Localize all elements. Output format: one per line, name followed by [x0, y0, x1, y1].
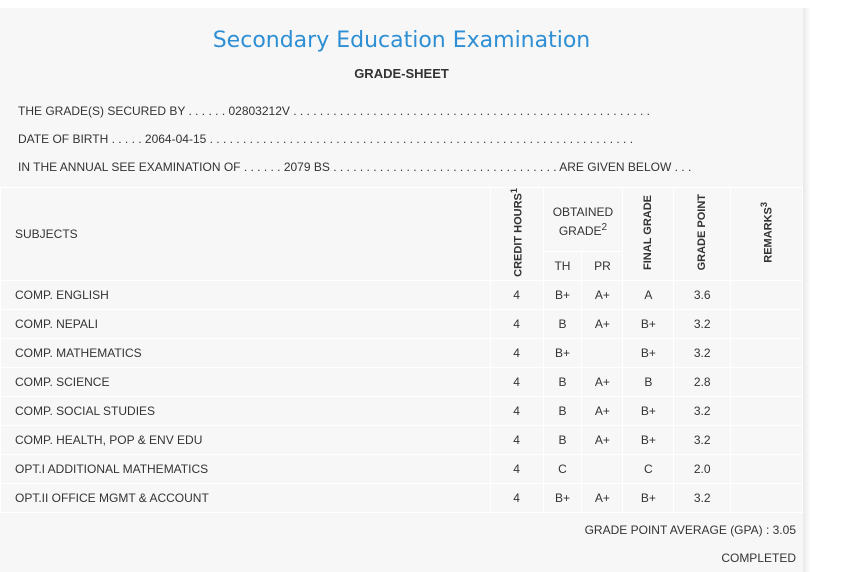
grades-table	[0, 187, 803, 513]
header-pr: PR	[582, 251, 623, 280]
remarks-cell	[731, 483, 803, 512]
header-obtained-grade	[543, 188, 623, 252]
th-grade-cell: B	[543, 367, 582, 396]
header-subjects-label: SUBJECTS	[15, 226, 78, 241]
page-title: Secondary Education Examination	[212, 28, 591, 53]
table-row	[1, 396, 803, 425]
remarks-cell	[731, 309, 803, 338]
credit-cell: 4	[490, 425, 543, 454]
date-of-birth-line: DATE OF BIRTH . . . . . 2064-04-15 . . . . . . . . . . . . . . . . . . . . . . . . . . . . . . . . . . . . . . . . . . . . . . . . . . . . . . . . . . . . . . . .	[18, 132, 634, 146]
th-grade-cell: C	[543, 454, 582, 483]
credit-cell: 4	[490, 396, 543, 425]
table-row	[1, 483, 803, 512]
credit-cell: 4	[490, 483, 543, 512]
header-grade-point-label: GRADE POINT	[696, 194, 709, 271]
remarks-cell	[731, 454, 803, 483]
credit-cell: 4	[490, 338, 543, 367]
credit-cell: 4	[490, 367, 543, 396]
final-grade-cell: B+	[623, 396, 674, 425]
header-credit-hours-label: CREDIT HOURS$^1$	[509, 188, 525, 277]
table-row	[1, 309, 803, 338]
subject-cell: COMP. HEALTH, POP & ENV EDU	[1, 425, 491, 454]
pr-grade-cell: A+	[582, 280, 623, 309]
subject-cell: COMP. SCIENCE	[1, 367, 491, 396]
remarks-cell	[731, 425, 803, 454]
table-row	[1, 280, 803, 309]
grade-point-cell: 3.2	[674, 338, 731, 367]
pr-grade-cell: A+	[582, 483, 623, 512]
pr-grade-cell: A+	[582, 367, 623, 396]
table-row	[1, 338, 803, 367]
result-status: COMPLETED	[721, 551, 796, 565]
subject-cell: COMP. NEPALI	[1, 309, 491, 338]
final-grade-cell: B+	[623, 425, 674, 454]
remarks-cell	[731, 280, 803, 309]
th-grade-cell: B+	[543, 280, 582, 309]
symbol-number-line: THE GRADE(S) SECURED BY . . . . . . 02803212V . . . . . . . . . . . . . . . . . . . . . . . . . . . . . . . . . . . . . . . . . . . . . . . . . . . . . .	[18, 104, 650, 118]
pr-grade-cell	[582, 338, 623, 367]
gpa-summary: GRADE POINT AVERAGE (GPA) : 3.05	[584, 523, 796, 537]
header-grade-point	[674, 188, 731, 281]
pr-grade-cell: A+	[582, 309, 623, 338]
header-obtained-sup: 2	[601, 222, 608, 234]
pr-grade-cell	[582, 454, 623, 483]
remarks-cell	[731, 338, 803, 367]
grade-point-cell: 3.2	[674, 309, 731, 338]
header-subjects	[1, 188, 491, 281]
pr-grade-cell: A+	[582, 425, 623, 454]
credit-cell: 4	[490, 454, 543, 483]
header-final-grade-label: FINAL GRADE	[642, 194, 655, 270]
subject-cell: OPT.II OFFICE MGMT & ACCOUNT	[1, 483, 491, 512]
final-grade-cell: B	[623, 367, 674, 396]
subject-cell: COMP. SOCIAL STUDIES	[1, 396, 491, 425]
grade-point-cell: 2.0	[674, 454, 731, 483]
final-grade-cell: B+	[623, 338, 674, 367]
credit-cell: 4	[490, 280, 543, 309]
table-row	[1, 454, 803, 483]
table-header-row	[1, 188, 803, 252]
subject-cell: COMP. ENGLISH	[1, 280, 491, 309]
pr-grade-cell: A+	[582, 396, 623, 425]
subject-cell: COMP. MATHEMATICS	[1, 338, 491, 367]
header-final-grade	[623, 188, 674, 281]
examination-line: IN THE ANNUAL SEE EXAMINATION OF . . . . . . 2079 BS . . . . . . . . . . . . . . . . . . . . . . . . . . . . . . . . . . ARE GIVEN BELOW . . .	[18, 160, 692, 174]
th-grade-cell: B	[543, 396, 582, 425]
remarks-cell	[731, 367, 803, 396]
header-obtained-grade-label: OBTAINED GRADE	[552, 205, 614, 239]
th-grade-cell: B+	[543, 483, 582, 512]
grade-point-cell: 2.8	[674, 367, 731, 396]
header-remarks-label: REMARKS$^3$	[759, 202, 775, 263]
header-th: TH	[543, 251, 582, 280]
final-grade-cell: A	[623, 280, 674, 309]
grade-point-cell: 3.2	[674, 483, 731, 512]
table-row	[1, 425, 803, 454]
panel-edge	[803, 8, 811, 572]
th-grade-cell: B	[543, 309, 582, 338]
page-subtitle: GRADE-SHEET	[354, 66, 449, 81]
grade-point-cell: 3.6	[674, 280, 731, 309]
table-row	[1, 367, 803, 396]
th-grade-cell: B+	[543, 338, 582, 367]
subject-cell: OPT.I ADDITIONAL MATHEMATICS	[1, 454, 491, 483]
grade-point-cell: 3.2	[674, 396, 731, 425]
remarks-cell	[731, 396, 803, 425]
final-grade-cell: B+	[623, 309, 674, 338]
header-remarks	[731, 188, 803, 281]
final-grade-cell: C	[623, 454, 674, 483]
grade-point-cell: 3.2	[674, 425, 731, 454]
final-grade-cell: B+	[623, 483, 674, 512]
header-credit-hours	[490, 188, 543, 281]
credit-cell: 4	[490, 309, 543, 338]
th-grade-cell: B	[543, 425, 582, 454]
